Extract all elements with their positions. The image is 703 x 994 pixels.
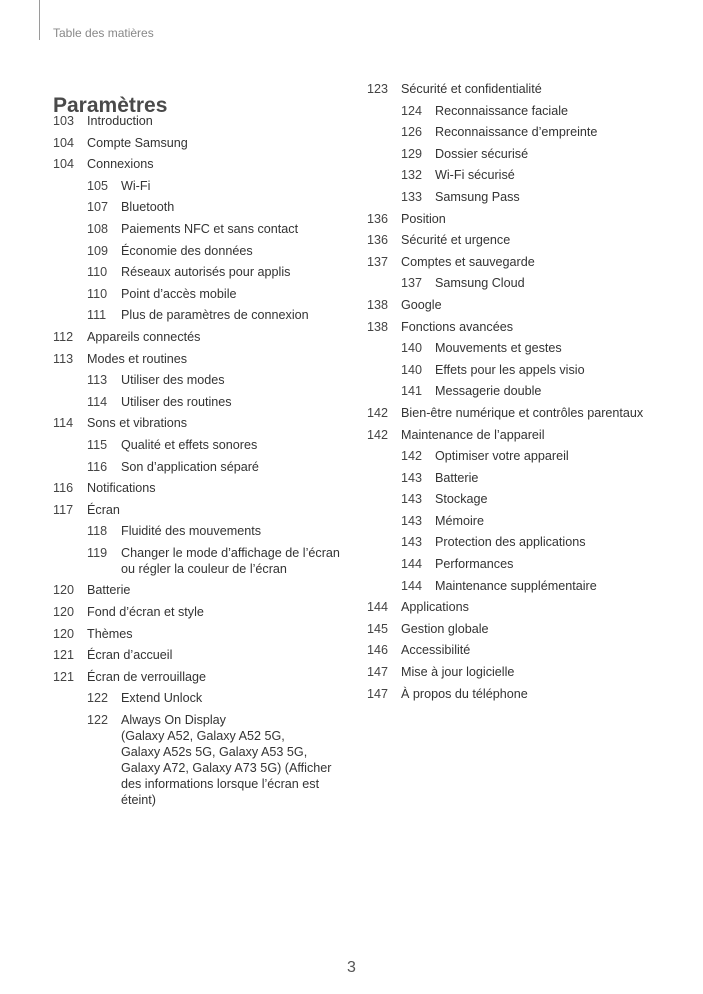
toc-subentry[interactable] — [367, 146, 687, 162]
toc-entry-title: Wi-Fi sécurisé — [435, 168, 515, 183]
toc-subentry[interactable] — [53, 199, 353, 215]
toc-entry-title: Changer le mode d’affichage de l’écran ou régler la couleur de l’écran — [121, 545, 340, 576]
toc-entry-title: Batterie — [435, 470, 479, 485]
toc-page-number: 143 — [401, 470, 423, 485]
toc-page-number: 129 — [401, 146, 423, 161]
toc-subentry[interactable] — [53, 178, 353, 194]
toc-entry[interactable] — [53, 502, 353, 518]
toc-subentry[interactable] — [53, 307, 353, 323]
section-title: Paramètres — [53, 94, 168, 118]
toc-entry-title: Optimiser votre appareil — [435, 449, 569, 464]
toc-subentry[interactable] — [367, 103, 687, 119]
toc-page-number: 113 — [87, 373, 108, 388]
toc-page-number: 120 — [53, 626, 75, 641]
toc-entry-title: Extend Unlock — [121, 691, 203, 706]
toc-entry[interactable] — [367, 686, 687, 702]
toc-page-number: 140 — [401, 362, 423, 377]
toc-entry-title: Réseaux autorisés pour applis — [121, 265, 291, 280]
toc-subentry[interactable] — [367, 470, 687, 486]
toc-page-number: 142 — [401, 449, 423, 464]
toc-entry-title: Always On Display (Galaxy A52, Galaxy A52 5G, Galaxy A52s 5G, Galaxy A53 5G, Galaxy A72, Galaxy A73 5G) (Afficher des informations lorsque l’écran est éteint) — [121, 713, 332, 808]
toc-subentry[interactable] — [53, 286, 353, 302]
toc-entry[interactable] — [367, 319, 687, 335]
toc-page-number: 146 — [367, 643, 389, 658]
toc-page-number: 137 — [367, 254, 389, 269]
toc-subentry[interactable] — [53, 545, 353, 577]
toc-page-number: 136 — [367, 233, 389, 248]
toc-entry-title: Effets pour les appels visio — [435, 362, 585, 377]
toc-page-number: 121 — [53, 648, 75, 663]
toc-entry-title: Samsung Cloud — [435, 276, 525, 291]
toc-page-number: 133 — [401, 189, 423, 204]
toc-right-column — [367, 81, 687, 707]
toc-entry[interactable] — [53, 626, 353, 642]
toc-entry-title: Maintenance supplémentaire — [435, 578, 597, 593]
toc-entry-title: Position — [401, 211, 446, 226]
toc-entry[interactable] — [53, 604, 353, 620]
running-header: Table des matières — [53, 26, 154, 40]
toc-page-number: 144 — [367, 600, 389, 615]
toc-entry-title: Thèmes — [87, 626, 133, 641]
toc-subentry[interactable] — [367, 362, 687, 378]
toc-entry-title: Fluidité des mouvements — [121, 524, 261, 539]
toc-page-number: 143 — [401, 513, 423, 528]
toc-entry-title: Accessibilité — [401, 643, 471, 658]
toc-page-number: 145 — [367, 621, 389, 636]
toc-subentry[interactable] — [53, 372, 353, 388]
toc-entry-title: Fond d’écran et style — [87, 605, 204, 620]
toc-page-number: 103 — [53, 114, 75, 128]
toc-page-number: 147 — [367, 686, 389, 701]
toc-page-number: 143 — [401, 535, 423, 550]
toc-subentry[interactable] — [367, 340, 687, 356]
toc-subentry[interactable] — [367, 448, 687, 464]
toc-entry-title: Compte Samsung — [87, 135, 188, 150]
toc-entry[interactable] — [53, 669, 353, 685]
toc-entry-title: Bien-être numérique et contrôles parentaux — [401, 405, 644, 420]
toc-page-number: 108 — [87, 221, 109, 236]
toc-subentry[interactable] — [53, 243, 353, 259]
toc-entry-title: Mémoire — [435, 513, 484, 528]
toc-entry-title: Performances — [435, 557, 514, 572]
toc-entry-title: Modes et routines — [87, 351, 188, 366]
toc-entry[interactable] — [53, 480, 353, 496]
toc-entry-title: Son d’application séparé — [121, 459, 259, 474]
toc-subentry[interactable] — [367, 556, 687, 572]
toc-page-number: 118 — [87, 524, 108, 539]
toc-entry-title: Écran — [87, 502, 120, 517]
toc-entry-title: Qualité et effets sonores — [121, 437, 258, 452]
toc-entry-title: Appareils connectés — [87, 329, 201, 344]
toc-page-number: 119 — [87, 545, 108, 560]
toc-entry-title: Applications — [401, 600, 469, 615]
toc-page-number: 114 — [87, 394, 108, 409]
toc-entry[interactable] — [53, 329, 353, 345]
toc-subentry[interactable] — [367, 167, 687, 183]
toc-entry[interactable] — [53, 113, 353, 129]
toc-entry[interactable] — [53, 351, 353, 367]
toc-entry-title: Stockage — [435, 492, 488, 507]
toc-page-number: 110 — [87, 286, 108, 301]
toc-page-number: 107 — [87, 200, 109, 215]
toc-entry-title: Mouvements et gestes — [435, 341, 562, 356]
toc-page-number: 115 — [87, 437, 108, 452]
header-divider-line — [39, 0, 40, 40]
toc-entry-title: Reconnaissance d’empreinte — [435, 125, 598, 140]
toc-entry[interactable] — [367, 297, 687, 313]
toc-entry-title: Paiements NFC et sans contact — [121, 221, 299, 236]
toc-entry-title: Sons et vibrations — [87, 416, 188, 431]
toc-entry-title: Notifications — [87, 481, 156, 496]
toc-entry[interactable] — [53, 156, 353, 172]
toc-entry[interactable] — [367, 254, 687, 270]
toc-entry-title: Point d’accès mobile — [121, 286, 237, 301]
toc-page-number: 104 — [53, 157, 75, 172]
toc-entry-title: Plus de paramètres de connexion — [121, 308, 309, 323]
toc-page-number: 117 — [53, 502, 74, 517]
toc-entry[interactable] — [367, 599, 687, 615]
toc-page-number: 147 — [367, 665, 389, 680]
toc-page-number: 138 — [367, 319, 389, 334]
toc-entry-title: Fonctions avancées — [401, 319, 514, 334]
toc-page-number: 126 — [401, 125, 423, 140]
toc-entry-title: Messagerie double — [435, 384, 542, 399]
toc-subentry[interactable] — [53, 459, 353, 475]
toc-page-number: 123 — [367, 82, 389, 96]
toc-entry[interactable] — [367, 664, 687, 680]
toc-page-number: 136 — [367, 211, 389, 226]
toc-entry[interactable] — [367, 81, 687, 97]
toc-page-number: 116 — [87, 459, 108, 474]
toc-page-number: 116 — [53, 481, 74, 496]
toc-entry[interactable] — [53, 582, 353, 598]
toc-entry-title: Protection des applications — [435, 535, 586, 550]
toc-subentry[interactable] — [53, 394, 353, 410]
toc-entry-title: À propos du téléphone — [401, 686, 528, 701]
toc-subentry[interactable] — [367, 534, 687, 550]
toc-entry-title: Bluetooth — [121, 200, 175, 215]
toc-entry-title: Utiliser des routines — [121, 394, 232, 409]
toc-left-column — [53, 113, 353, 814]
toc-subentry[interactable] — [53, 437, 353, 453]
toc-entry[interactable] — [53, 415, 353, 431]
toc-subentry[interactable] — [367, 124, 687, 140]
toc-subentry[interactable] — [53, 690, 353, 706]
toc-page-number: 120 — [53, 605, 75, 620]
toc-entry[interactable] — [367, 642, 687, 658]
toc-page-number: 109 — [87, 243, 109, 258]
toc-entry[interactable] — [367, 621, 687, 637]
toc-subentry[interactable] — [367, 578, 687, 594]
toc-page-number: 132 — [401, 168, 423, 183]
toc-entry-title: Écran d’accueil — [87, 648, 173, 663]
toc-page-number: 124 — [401, 103, 423, 118]
toc-subentry[interactable] — [53, 712, 353, 808]
toc-page-number: 138 — [367, 297, 389, 312]
toc-entry-title: Wi-Fi — [121, 178, 151, 193]
toc-page-number: 137 — [401, 276, 423, 291]
toc-subentry[interactable] — [367, 189, 687, 205]
toc-page-number: 121 — [53, 669, 75, 684]
toc-entry[interactable] — [367, 405, 687, 421]
toc-page-number: 113 — [53, 351, 74, 366]
page-number: 3 — [347, 959, 356, 976]
toc-page-number: 112 — [53, 329, 74, 344]
toc-entry-title: Mise à jour logicielle — [401, 665, 515, 680]
toc-page-number: 111 — [87, 308, 107, 323]
toc-entry-title: Batterie — [87, 583, 131, 598]
toc-entry[interactable] — [53, 135, 353, 151]
toc-page-number: 144 — [401, 578, 423, 593]
toc-page-number: 141 — [401, 384, 423, 399]
toc-entry[interactable] — [367, 427, 687, 443]
toc-entry[interactable] — [367, 211, 687, 227]
toc-page-number: 142 — [367, 405, 389, 420]
toc-entry-title: Introduction — [87, 114, 153, 128]
toc-entry-title: Comptes et sauvegarde — [401, 254, 535, 269]
toc-page-number: 105 — [87, 178, 109, 193]
toc-entry-title: Samsung Pass — [435, 189, 520, 204]
toc-entry-title: Dossier sécurisé — [435, 146, 529, 161]
toc-subentry[interactable] — [367, 513, 687, 529]
toc-subentry[interactable] — [53, 523, 353, 539]
toc-entry-title: Écran de verrouillage — [87, 669, 207, 684]
toc-page-number: 143 — [401, 492, 423, 507]
toc-entry-title: Économie des données — [121, 243, 253, 258]
toc-entry[interactable] — [53, 647, 353, 663]
toc-entry-title: Gestion globale — [401, 621, 489, 636]
toc-page-number: 142 — [367, 427, 389, 442]
toc-entry-title: Sécurité et confidentialité — [401, 82, 542, 96]
toc-page-number: 120 — [53, 583, 75, 598]
toc-subentry[interactable] — [367, 275, 687, 291]
toc-subentry[interactable] — [367, 383, 687, 399]
toc-entry-title: Reconnaissance faciale — [435, 103, 569, 118]
toc-subentry[interactable] — [53, 221, 353, 237]
toc-page-number: 144 — [401, 557, 423, 572]
toc-page-number: 110 — [87, 265, 108, 280]
toc-page-number: 122 — [87, 713, 109, 728]
toc-entry-title: Utiliser des modes — [121, 373, 225, 388]
toc-page-number: 122 — [87, 691, 109, 706]
toc-entry-title: Google — [401, 297, 442, 312]
toc-entry-title: Connexions — [87, 157, 154, 172]
toc-subentry[interactable] — [53, 264, 353, 280]
toc-page-number: 140 — [401, 341, 423, 356]
toc-page-number: 104 — [53, 135, 75, 150]
toc-subentry[interactable] — [367, 491, 687, 507]
toc-entry-title: Sécurité et urgence — [401, 233, 511, 248]
toc-entry[interactable] — [367, 232, 687, 248]
toc-page-number: 114 — [53, 416, 74, 431]
toc-entry-title: Maintenance de l’appareil — [401, 427, 545, 442]
